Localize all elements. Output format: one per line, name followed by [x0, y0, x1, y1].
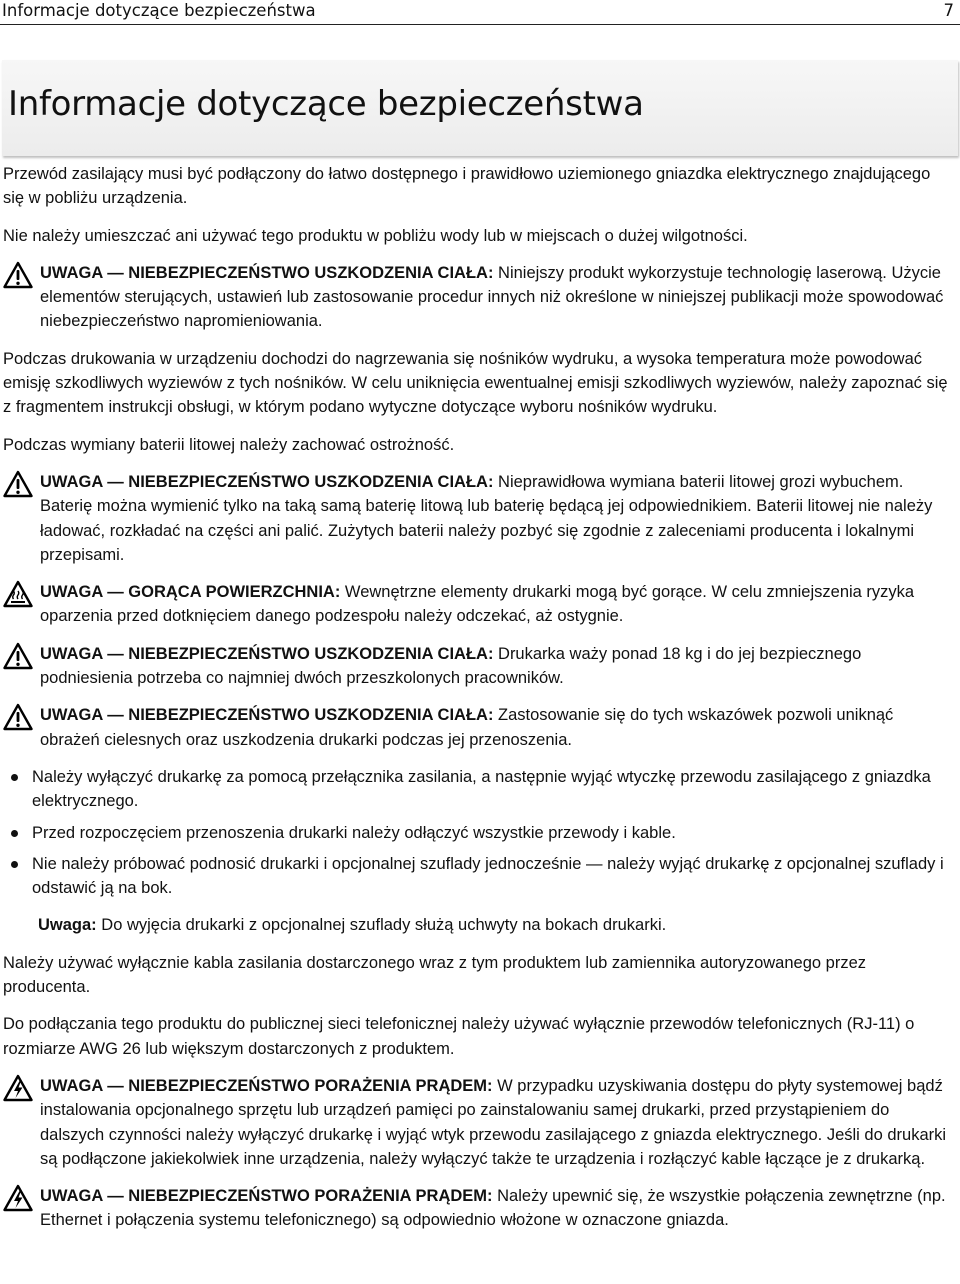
- paragraph-humidity: Nie należy umieszczać ani używać tego produktu w pobliżu wody lub w miejscach o dużej wilgotności.: [3, 226, 748, 245]
- note: [3, 913, 955, 937]
- caution-lead: UWAGA — NIEBEZPIECZEŃSTWO USZKODZENIA CIAŁA:: [40, 472, 494, 491]
- bullet-icon: [11, 861, 18, 868]
- caution-lead: UWAGA — GORĄCA POWIERZCHNIA:: [40, 583, 341, 602]
- caution-text: Należy upewnić się, że wszystkie połączenia zewnętrzne (np. Ethernet i połączenia systemu telefonicznego) są odpowiednio włożone w oznaczone gniazda.: [40, 1187, 946, 1230]
- hot-surface-icon: [3, 580, 33, 608]
- caution-moving: [3, 703, 955, 752]
- paragraph-battery: Podczas wymiany baterii litowej należy zachować ostrożność.: [3, 435, 455, 454]
- caution-lead: UWAGA — NIEBEZPIECZEŃSTWO PORAŻENIA PRĄDEM:: [40, 1187, 493, 1206]
- caution-text: Zastosowanie się do tych wskazówek pozwoli uniknąć obrażeń cielesnych oraz uszkodzenia drukarki podczas jej przenoszenia.: [40, 706, 894, 749]
- caution-battery: [3, 470, 955, 567]
- list-item: [3, 765, 955, 814]
- caution-lead: UWAGA — NIEBEZPIECZEŃSTWO USZKODZENIA CIAŁA:: [40, 706, 494, 725]
- page-number: 7: [943, 1, 954, 20]
- note-text: Do wyjęcia drukarki z opcjonalnej szuflady służą uchwyty na bokach drukarki.: [96, 916, 667, 935]
- note-lead: Uwaga:: [38, 916, 97, 935]
- list-item: [3, 852, 955, 901]
- caution-lead: UWAGA — NIEBEZPIECZEŃSTWO USZKODZENIA CIAŁA:: [40, 263, 494, 282]
- running-header: [0, 0, 960, 25]
- caution-hot-surface: [3, 580, 955, 629]
- moving-instructions-list: [3, 765, 955, 900]
- warning-triangle-icon: [3, 261, 33, 289]
- caution-text: Niniejszy produkt wykorzystuje technologię laserową. Użycie elementów sterujących, ustawień lub zastosowanie procedur innych niż określone w niniejszej publikacji może spowodować niebezpieczeństwo napromieniowania.: [40, 263, 944, 331]
- list-item: [3, 821, 955, 845]
- caution-lead: UWAGA — NIEBEZPIECZEŃSTWO USZKODZENIA CIAŁA:: [40, 644, 494, 663]
- electric-shock-icon: [3, 1074, 33, 1102]
- caution-text: Wewnętrzne elementy drukarki mogą być gorące. W celu zmniejszenia ryzyka oparzenia przed dotknięciem danego podzespołu należy odczekać, aż ostygnie.: [40, 583, 915, 626]
- document-body: [3, 162, 955, 1246]
- caution-text: Nieprawidłowa wymiana baterii litowej grozi wybuchem. Baterię można wymienić tylko na taką samą baterię litową lub baterię będącą jej odpowiednikiem. Baterii litowej nie należy ładować, rozkładać na części ani palić. Zużytych baterii należy pozbyć się zgodnie z zaleceniami producenta i lokalnymi przepisami.: [40, 472, 933, 564]
- caution-text: W przypadku uzyskiwania dostępu do płyty systemowej bądź instalowania opcjonalnego sprzętu lub urządzeń pamięci po zainstalowaniu samej drukarki, przed przystąpieniem do dalszych czynności należy wyłączyć drukarkę i wyjąć wtyk przewodu zasilającego z gniazda elektrycznego. Jeśli do drukarki są podłączone jakiekolwiek inne urządzenia, należy wyłączyć także te urządzenia i rozłączyć kable łączące je z drukarką.: [40, 1076, 947, 1168]
- list-item-text: Należy wyłączyć drukarkę za pomocą przełącznika zasilania, a następnie wyjąć wtyczkę przewodu zasilającego z gniazdka elektrycznego.: [32, 767, 931, 811]
- bullet-icon: [11, 774, 18, 781]
- running-header-title: Informacje dotyczące bezpieczeństwa: [2, 1, 316, 20]
- list-item-text: Nie należy próbować podnosić drukarki i opcjonalnej szuflady jednocześnie — należy wyjąć drukarkę z opcjonalnej szuflady i odstawić ją na bok.: [32, 854, 944, 898]
- paragraph-telephone-cable: Do podłączania tego produktu do publicznej sieci telefonicznej należy używać wyłącznie przewodów telefonicznych (RJ-11) o rozmiarze AWG 26 lub większym dostarczonych z produktem.: [3, 1015, 915, 1058]
- bullet-icon: [11, 830, 18, 837]
- caution-weight: [3, 642, 955, 691]
- caution-lead: UWAGA — NIEBEZPIECZEŃSTWO PORAŻENIA PRĄDEM:: [40, 1076, 493, 1095]
- caution-shock-system-board: [3, 1074, 955, 1171]
- paragraph-power-cable: Należy używać wyłącznie kabla zasilania dostarczonego wraz z tym produktem lub zamiennika autoryzowanego przez producenta.: [3, 953, 866, 997]
- list-item-text: Przed rozpoczęciem przenoszenia drukarki należy odłączyć wszystkie przewody i kable.: [32, 823, 676, 842]
- caution-shock-connections: [3, 1184, 955, 1233]
- paragraph-power-cord: Przewód zasilający musi być podłączony do łatwo dostępnego i prawidłowo uziemionego gniazdka elektrycznego znajdującego się w pobliżu urządzenia.: [3, 165, 931, 208]
- warning-triangle-icon: [3, 703, 33, 731]
- caution-laser: [3, 261, 955, 334]
- electric-shock-icon: [3, 1184, 33, 1212]
- paragraph-fumes: Podczas drukowania w urządzeniu dochodzi do nagrzewania się nośników wydruku, a wysoka temperatura może powodować emisję szkodliwych wyziewów z tych nośników. W celu uniknięcia ewentualnej emisji szkodliwych wyziewów, należy zapoznać się z fragmentem instrukcji obsługi, w którym podano wytyczne dotyczące wyboru nośników wydruku.: [3, 349, 948, 417]
- caution-text: Drukarka waży ponad 18 kg i do jej bezpiecznego podniesienia potrzeba co najmniej dwóch przeszkolonych pracowników.: [40, 644, 862, 688]
- title-band: [2, 60, 958, 156]
- page-title: Informacje dotyczące bezpieczeństwa: [8, 84, 644, 124]
- warning-triangle-icon: [3, 470, 33, 498]
- warning-triangle-icon: [3, 642, 33, 670]
